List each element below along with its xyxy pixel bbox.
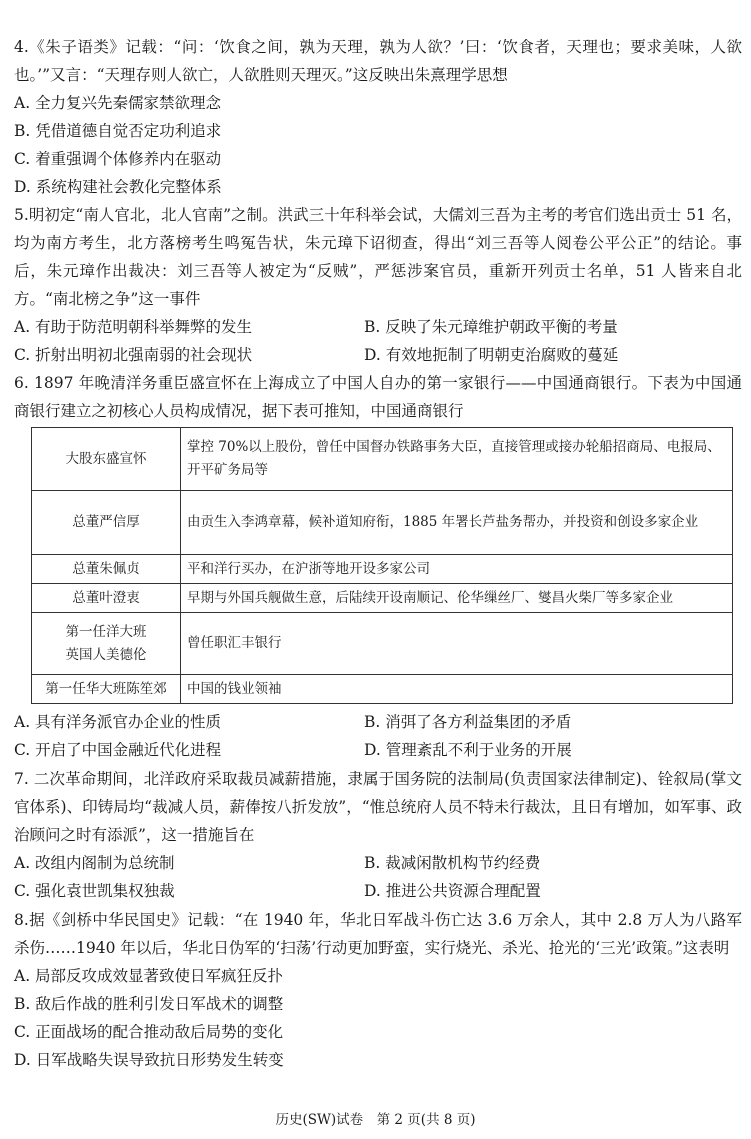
table-row: [32, 584, 733, 613]
option-a: A. 全力复兴先秦儒家禁欲理念: [14, 94, 222, 112]
option-b: B. 反映了朱元璋维护朝政平衡的考量: [364, 318, 618, 336]
table-row: [32, 675, 733, 704]
option-b: B. 消弭了各方利益集团的矛盾: [364, 713, 572, 731]
table-cell-description: 掌控 70%以上股份，曾任中国督办铁路事务大臣，直接管理或接办轮船招商局、电报局、开平矿务局等: [181, 428, 733, 491]
question-8: [14, 906, 742, 1074]
option-a: A. 局部反攻成效显著致使日军疯狂反扑: [14, 967, 284, 985]
option-d: D. 日军战略失误导致抗日形势发生转变: [14, 1051, 284, 1069]
option-d: D. 管理紊乱不利于业务的开展: [364, 741, 572, 759]
option-c: C. 折射出明初北强南弱的社会现状: [14, 346, 253, 364]
option-a: A. 具有洋务派官办企业的性质: [14, 713, 222, 731]
question-6: [14, 369, 742, 425]
option-b: B. 裁减闲散机构节约经费: [364, 854, 541, 872]
table-row: [32, 428, 733, 491]
table-cell-role: 总董叶澄衷: [32, 584, 181, 613]
option-d: D. 系统构建社会教化完整体系: [14, 178, 222, 196]
question-7: [14, 765, 742, 905]
option-c: C. 开启了中国金融近代化进程: [14, 741, 222, 759]
table-cell-description: 早期与外国兵舰做生意，后陆续开设南顺记、伦华缫丝厂、燮昌火柴厂等多家企业: [181, 584, 733, 613]
question-stem: 6. 1897 年晚清洋务重臣盛宣怀在上海成立了中国人自办的第一家银行——中国通商银行。下表为中国通商银行建立之初核心人员构成情况，据下表可推知，中国通商银行: [14, 374, 742, 420]
bank-staff-table: [31, 427, 733, 704]
table-cell-description: 平和洋行买办，在沪浙等地开设多家公司: [181, 555, 733, 584]
table-cell-role: 第一任洋大班 英国人美德伦: [32, 613, 181, 675]
option-a: A. 改组内阁制为总统制: [14, 854, 175, 872]
question-stem: 4.《朱子语类》记载：“问：‘饮食之间，孰为天理，孰为人欲？’曰：‘饮食者，天理也；要求美味，人欲也。’”又言：“天理存则人欲亡，人欲胜则天理灭。”这反映出朱熹理学思想: [14, 38, 742, 84]
option-c: C. 正面战场的配合推动敌后局势的变化: [14, 1023, 284, 1041]
question-stem: 7. 二次革命期间，北洋政府采取裁员减薪措施，隶属于国务院的法制局(负责国家法律制定)、铨叙局(掌文官体系)、印铸局均“裁减人员，薪俸按八折发放”，“惟总统府人员不特未行裁汰，且日有增加，如军事、政治顾问之时有添派”，这一措施旨在: [14, 770, 742, 844]
page-footer: 历史(SW)试卷 第 2 页(共 8 页): [275, 1112, 476, 1128]
table-cell-role: 总董严信厚: [32, 491, 181, 555]
table-row: [32, 613, 733, 675]
table-cell-description: 由贡生入李鸿章幕，候补道知府衔，1885 年署长芦盐务帮办，并投资和创设多家企业: [181, 491, 733, 555]
table-cell-role: 总董朱佩贞: [32, 555, 181, 584]
table-cell-description: 曾任职汇丰银行: [181, 613, 733, 675]
option-d: D. 推进公共资源合理配置: [364, 882, 541, 900]
question-4: [14, 33, 742, 201]
option-b: B. 凭借道德自觉否定功利追求: [14, 122, 222, 140]
question-stem: 5.明初定“南人官北，北人官南”之制。洪武三十年科举会试，大儒刘三吾为主考的考官们选出贡士 51 名，均为南方考生，北方落榜考生鸣冤告状，朱元璋下诏彻查，得出“刘三吾等人阅卷公平公正”的结论。事后，朱元璋作出裁决：刘三吾等人被定为“反贼”，严惩涉案官员，重新开列贡士名单，51 人皆来自北方。“南北榜之争”这一事件: [14, 206, 742, 308]
question-5: [14, 201, 742, 369]
option-c: C. 强化袁世凯集权独裁: [14, 882, 175, 900]
option-d: D. 有效地扼制了明朝吏治腐败的蔓延: [364, 346, 619, 364]
option-a: A. 有助于防范明朝科举舞弊的发生: [14, 318, 253, 336]
question-stem: 8.据《剑桥中华民国史》记载：“在 1940 年，华北日军战斗伤亡达 3.6 万余人，其中 2.8 万人为八路军杀伤……1940 年以后，华北日伪军的‘扫荡’行动更加野蛮，实行烧光、杀光、抢光的‘三光’政策。”这表明: [14, 911, 742, 957]
option-b: B. 敌后作战的胜利引发日军战术的调整: [14, 995, 284, 1013]
table-cell-role: 第一任华大班陈笙郊: [32, 675, 181, 704]
table-cell-description: 中国的钱业领袖: [181, 675, 733, 704]
table-row: [32, 491, 733, 555]
table-cell-role: 大股东盛宣怀: [32, 428, 181, 491]
table-row: [32, 555, 733, 584]
option-c: C. 着重强调个体修养内在驱动: [14, 150, 222, 168]
question-6-options: [14, 708, 742, 764]
